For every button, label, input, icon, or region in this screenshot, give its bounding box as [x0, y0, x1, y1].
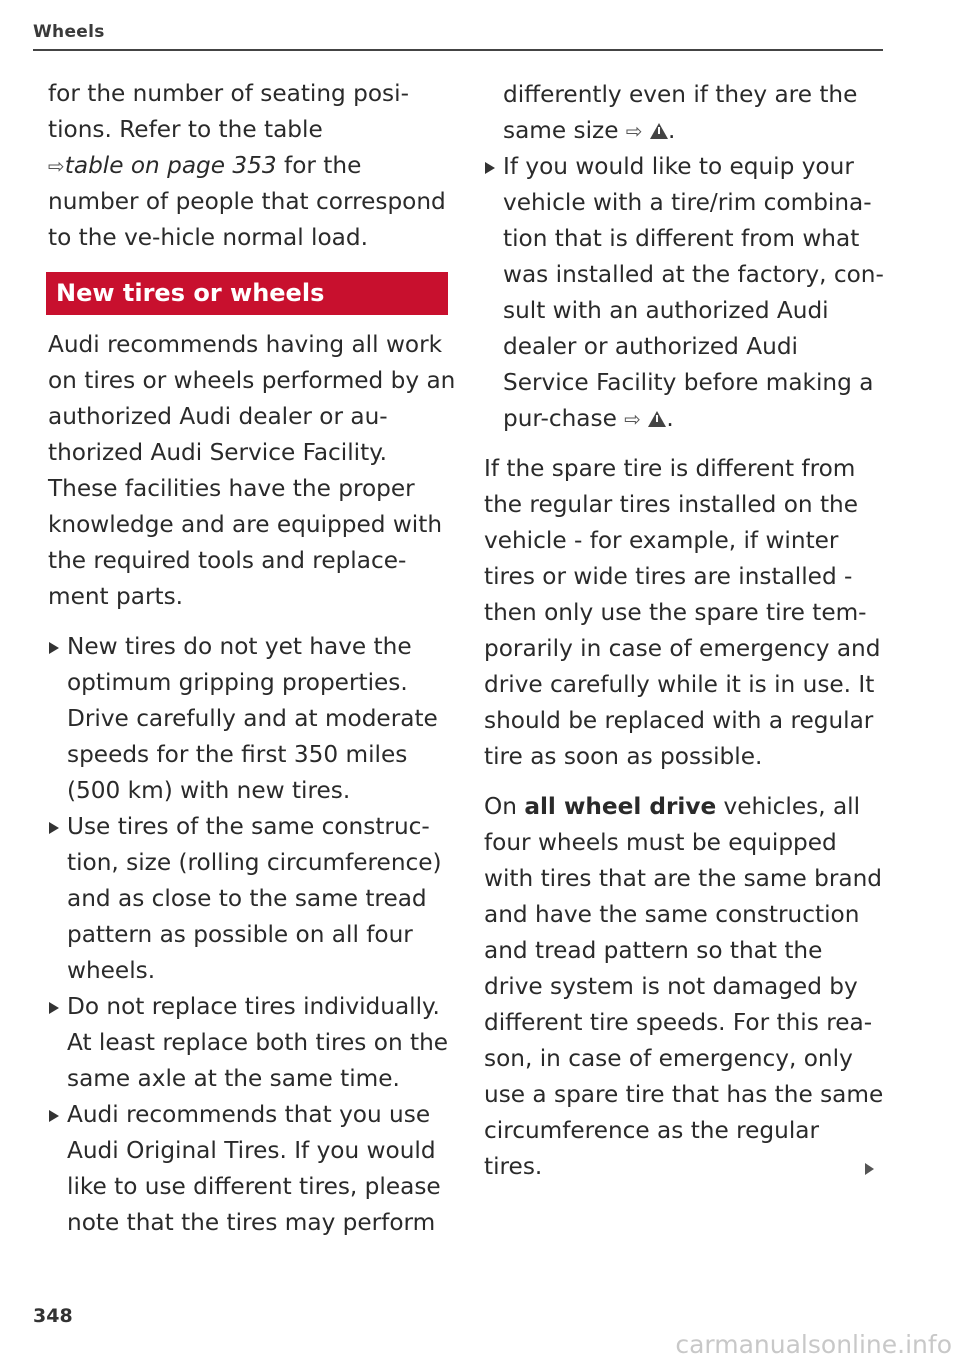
- header-rule: [33, 49, 883, 51]
- continue-arrow-icon: [865, 1163, 874, 1175]
- section-body-paragraph: Audi recommends having all work on tires or wheels performed by an authorized Audi dealer or au-thorized Audi Service Facility. These facilities have the proper knowledge and are equipped with the required tools and replace-ment parts.: [48, 331, 456, 610]
- all-wheel-drive-paragraph: On all wheel drive vehicles, all four wheels must be equipped with tires that are the same brand and have the same construction and tread pattern so that the drive system is not damaged by different tire speeds. For this rea-son, in case of emergency, only use a spare tire that has the same circumference as the regular tires.: [484, 793, 884, 1180]
- running-head-title: Wheels: [33, 22, 105, 42]
- tire-advice-list: [48, 629, 458, 1241]
- rim-advice-list: [484, 149, 884, 437]
- cross-ref-arrow-icon: ⇨: [48, 154, 65, 178]
- all-wheel-drive-term: all wheel drive: [524, 793, 717, 820]
- section-heading: New tires or wheels: [46, 272, 448, 315]
- table-reference-link[interactable]: table on page 353: [64, 152, 277, 179]
- list-item: Use tires of the same construc-tion, size (rolling circumference) and as close to the same tread pattern as possible on all four wheels.: [48, 809, 458, 989]
- warning-triangle-icon[interactable]: [648, 411, 666, 427]
- cross-ref-arrow-icon: ⇨: [625, 119, 643, 143]
- spare-tire-paragraph: If the spare tire is different from the regular tires installed on the vehicle - for example, if winter tires or wide tires are installed - then only use the spare tire tem-porarily in case of emergency and drive carefully while it is in use. It should be replaced with a regular tire as soon as possible.: [484, 455, 881, 770]
- watermark: carmanualsonline.info: [675, 1330, 952, 1359]
- cross-ref-arrow-icon: ⇨: [624, 407, 641, 431]
- triangle-right-icon: [49, 1002, 59, 1014]
- right-column: [484, 77, 884, 1199]
- triangle-right-icon: [49, 642, 59, 654]
- continuation-paragraph: differently even if they are the same size ⇨ .: [503, 81, 858, 144]
- list-item: Do not replace tires individually. At least replace both tires on the same axle at the same time.: [48, 989, 458, 1097]
- triangle-right-icon: [49, 1110, 59, 1122]
- triangle-right-icon: [485, 162, 495, 174]
- triangle-right-icon: [49, 822, 59, 834]
- warning-triangle-icon[interactable]: [650, 123, 668, 139]
- list-item: Audi recommends that you use Audi Original Tires. If you would like to use different tires, please note that the tires may perform: [48, 1097, 458, 1241]
- list-item: New tires do not yet have the optimum gripping properties. Drive carefully and at moderate speeds for the first 350 miles (500 km) with new tires.: [48, 629, 458, 809]
- intro-paragraph: for the number of seating posi-tions. Refer to the table ⇨table on page 353 for the number of people that correspond to the ve-hicle normal load.: [48, 80, 446, 251]
- list-item: If you would like to equip your vehicle with a tire/rim combina-tion that is different from what was installed at the factory, con-sult with an authorized Audi dealer or authorized Audi Service Facility before making a pur-chase ⇨ .: [484, 149, 884, 437]
- left-column: [48, 76, 458, 1241]
- page-number: 348: [33, 1305, 73, 1327]
